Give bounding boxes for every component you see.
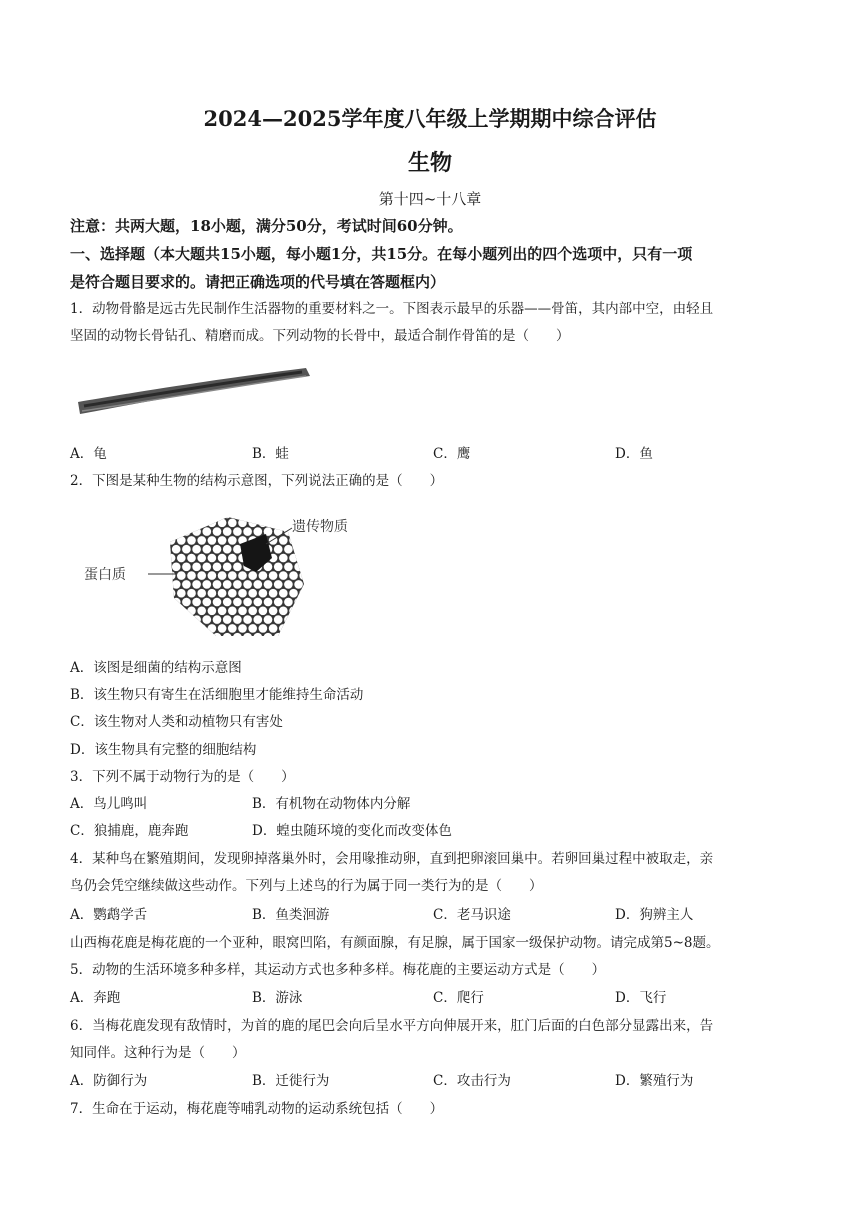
capsomere <box>187 553 196 562</box>
capsomere <box>187 536 196 545</box>
capsomere <box>258 589 267 598</box>
capsomere <box>218 553 227 562</box>
capsomere <box>218 606 227 615</box>
capsomere <box>161 527 170 536</box>
q4-option-a: A．鹦鹉学舌 <box>70 907 148 923</box>
capsomere <box>182 615 191 624</box>
section-heading-line2: 是符合题目要求的。请把正确选项的代号填在答题框内） <box>70 273 446 291</box>
capsomere <box>161 562 170 571</box>
q7-stem: 7．生命在于运动，梅花鹿等哺乳动物的运动系统包括（ ） <box>70 1101 444 1117</box>
capsomere <box>182 509 191 518</box>
capsomere <box>177 624 186 633</box>
capsomere <box>182 562 191 571</box>
capsomere <box>253 580 262 589</box>
q1-stem-line2: 坚固的动物长骨钻孔、精磨而成。下列动物的长骨中，最适合制作骨笛的是（ ） <box>70 328 570 344</box>
capsomere <box>223 527 232 536</box>
capsomere <box>284 633 293 642</box>
capsomere <box>258 518 267 527</box>
capsomere <box>197 589 206 598</box>
capsomere <box>243 597 252 606</box>
capsomere <box>294 633 303 642</box>
q5-option-a: A．奔跑 <box>70 990 121 1006</box>
capsomere <box>212 633 221 642</box>
capsomere <box>223 509 232 518</box>
capsomere <box>304 562 313 571</box>
capsomere <box>304 597 313 606</box>
capsomere <box>161 597 170 606</box>
capsomere <box>238 518 247 527</box>
capsomere <box>228 624 237 633</box>
q4-stem-line1: 4．某种鸟在繁殖期间，发现卵掉落巢外时，会用喙推动卵，直到把卵滚回巢中。若卵回巢过程中被取走，亲 <box>70 851 714 867</box>
capsomere <box>167 518 176 527</box>
capsomere <box>274 509 283 518</box>
capsomere <box>167 589 176 598</box>
capsomere <box>299 606 308 615</box>
capsomere <box>248 571 257 580</box>
capsomere <box>212 597 221 606</box>
capsomere <box>279 624 288 633</box>
capsomere <box>233 633 242 642</box>
capsomere <box>207 624 216 633</box>
capsomere <box>197 518 206 527</box>
capsomere <box>304 545 313 554</box>
q5-option-b: B．游泳 <box>252 990 303 1006</box>
capsomere <box>309 624 318 633</box>
capsomere <box>284 615 293 624</box>
capsomere <box>182 580 191 589</box>
capsomere <box>207 518 216 527</box>
exam-notice: 注意：共两大题，18小题，满分50分，考试时间60分钟。 <box>70 217 463 235</box>
capsomere <box>279 518 288 527</box>
capsomere <box>294 580 303 589</box>
capsomere <box>258 624 267 633</box>
capsomere <box>223 633 232 642</box>
capsomere <box>223 562 232 571</box>
q1-option-c: C．鹰 <box>433 446 471 462</box>
capsomere <box>289 536 298 545</box>
capsomere <box>172 580 181 589</box>
capsomere <box>202 509 211 518</box>
capsomere <box>187 624 196 633</box>
capsomere <box>192 527 201 536</box>
capsomere <box>172 527 181 536</box>
capsomere <box>258 571 267 580</box>
capsomere <box>192 562 201 571</box>
capsomere <box>207 571 216 580</box>
capsomere <box>253 633 262 642</box>
capsomere <box>207 536 216 545</box>
capsomere <box>177 571 186 580</box>
capsomere <box>177 553 186 562</box>
capsomere <box>172 633 181 642</box>
capsomere <box>223 580 232 589</box>
capsomere <box>233 562 242 571</box>
q3-stem: 3．下列不属于动物行为的是（ ） <box>70 769 295 785</box>
capsomere <box>207 606 216 615</box>
capsomere <box>192 615 201 624</box>
q4-stem-line2: 鸟仍会凭空继续做这些动作。下列与上述鸟的行为属于同一类行为的是（ ） <box>70 878 543 894</box>
bone-flute-image <box>74 362 314 424</box>
capsomere <box>177 536 186 545</box>
capsomere <box>289 589 298 598</box>
capsomere <box>202 633 211 642</box>
capsomere <box>238 571 247 580</box>
q3-option-d: D．蝗虫随环境的变化而改变体色 <box>252 823 452 839</box>
capsomere <box>167 624 176 633</box>
capsomere <box>243 527 252 536</box>
capsomere <box>309 553 318 562</box>
capsomere <box>233 615 242 624</box>
capsomere <box>197 571 206 580</box>
capsomere <box>233 527 242 536</box>
capsomere <box>238 589 247 598</box>
capsomere <box>294 562 303 571</box>
capsomere <box>228 589 237 598</box>
q5-stem: 5．动物的生活环境多种多样，其运动方式也多种多样。梅花鹿的主要运动方式是（ ） <box>70 962 606 978</box>
capsomere <box>212 509 221 518</box>
section-heading-line1: 一、选择题（本大题共15小题，每小题1分，共15分。在每小题列出的四个选项中，只有一项 <box>70 245 693 263</box>
capsomere <box>212 527 221 536</box>
capsomere <box>182 633 191 642</box>
capsomere <box>274 562 283 571</box>
q5-option-d: D．飞行 <box>615 990 667 1006</box>
capsomere <box>263 597 272 606</box>
capsomere <box>177 518 186 527</box>
capsomere <box>182 545 191 554</box>
capsomere <box>299 536 308 545</box>
capsomere <box>294 545 303 554</box>
capsomere <box>161 545 170 554</box>
capsomere <box>269 624 278 633</box>
capsomere <box>284 545 293 554</box>
capsomere <box>161 615 170 624</box>
capsomere <box>243 633 252 642</box>
capsomere <box>223 597 232 606</box>
capsomere <box>192 597 201 606</box>
capsomere <box>167 553 176 562</box>
q6-option-d: D．繁殖行为 <box>615 1073 694 1089</box>
capsomere <box>274 633 283 642</box>
capsomere <box>228 606 237 615</box>
q6-stem-line2: 知同伴。这种行为是（ ） <box>70 1045 246 1061</box>
capsomere <box>223 615 232 624</box>
q2-option-c: C．该生物对人类和动植物只有害处 <box>70 714 283 730</box>
capsomere <box>167 536 176 545</box>
capsomere <box>228 536 237 545</box>
virus-structure-figure <box>70 500 370 650</box>
label-genetic-material: 遗传物质 <box>292 519 348 535</box>
capsomere <box>289 571 298 580</box>
capsomere <box>197 606 206 615</box>
capsomere <box>202 545 211 554</box>
capsomere <box>263 633 272 642</box>
q4-option-c: C．老马识途 <box>433 907 511 923</box>
capsomere <box>309 606 318 615</box>
capsomere <box>202 527 211 536</box>
capsomere <box>279 536 288 545</box>
q1-option-b: B．蛙 <box>252 446 289 462</box>
capsomere <box>284 580 293 589</box>
capsomere <box>228 553 237 562</box>
capsomere <box>263 580 272 589</box>
q6-option-b: B．迁徙行为 <box>252 1073 330 1089</box>
capsomere <box>274 597 283 606</box>
capsomere <box>228 571 237 580</box>
capsomere <box>182 527 191 536</box>
capsomere <box>238 624 247 633</box>
capsomere <box>299 589 308 598</box>
capsomere <box>238 606 247 615</box>
capsomere <box>218 536 227 545</box>
capsomere <box>228 518 237 527</box>
q3-option-a: A．鸟儿鸣叫 <box>70 796 148 812</box>
capsomere <box>269 571 278 580</box>
capsomere <box>309 536 318 545</box>
capsomere <box>284 597 293 606</box>
capsomere <box>182 597 191 606</box>
capsomere <box>161 580 170 589</box>
capsomere <box>202 562 211 571</box>
capsomere <box>197 553 206 562</box>
capsomere <box>309 589 318 598</box>
capsomere <box>172 597 181 606</box>
capsomere <box>192 580 201 589</box>
capsomere <box>274 545 283 554</box>
capsomere <box>202 580 211 589</box>
capsomere <box>304 633 313 642</box>
capsomere <box>274 580 283 589</box>
capsomere <box>202 615 211 624</box>
capsomere <box>212 580 221 589</box>
capsomere <box>299 571 308 580</box>
capsomere <box>197 536 206 545</box>
capsomere <box>284 562 293 571</box>
capsomere <box>172 545 181 554</box>
capsomere <box>212 562 221 571</box>
capsomere <box>304 615 313 624</box>
capsomere <box>263 509 272 518</box>
capsomere <box>233 597 242 606</box>
capsomere <box>161 509 170 518</box>
capsomere <box>248 606 257 615</box>
capsomere <box>248 624 257 633</box>
q6-stem-line1: 6．当梅花鹿发现有敌情时，为首的鹿的尾巴会向后呈水平方向伸展开来，肛门后面的白色部分显露出来，告 <box>70 1018 714 1034</box>
capsomere <box>172 615 181 624</box>
capsomere <box>279 553 288 562</box>
capsomere <box>223 545 232 554</box>
capsomere <box>248 589 257 598</box>
q1-option-d: D．鱼 <box>615 446 653 462</box>
capsomere <box>269 518 278 527</box>
capsomere <box>192 545 201 554</box>
q3-option-b: B．有机物在动物体内分解 <box>252 796 411 812</box>
capsomere <box>289 553 298 562</box>
capsomere <box>243 580 252 589</box>
capsomere <box>253 509 262 518</box>
capsomere <box>212 615 221 624</box>
capsomere <box>167 606 176 615</box>
capsomere <box>269 589 278 598</box>
capsomere <box>294 615 303 624</box>
q3-option-c: C．狼捕鹿，鹿奔跑 <box>70 823 189 839</box>
q1-stem-line1: 1．动物骨骼是远古先民制作生活器物的重要材料之一。下图表示最早的乐器——骨笛，其内部中空，由轻且 <box>70 301 714 317</box>
q4-option-d: D．狗辨主人 <box>615 907 694 923</box>
capsomere <box>248 518 257 527</box>
capsomere <box>218 589 227 598</box>
q1-option-a: A．龟 <box>70 446 107 462</box>
capsomere <box>289 606 298 615</box>
capsomere <box>243 509 252 518</box>
capsomere <box>279 589 288 598</box>
capsomere <box>218 518 227 527</box>
capsomere <box>253 597 262 606</box>
capsomere <box>299 624 308 633</box>
subject-title: 生物 <box>407 150 452 176</box>
exam-title: 2024—2025学年度八年级上学期期中综合评估 <box>203 106 657 131</box>
capsomere <box>172 509 181 518</box>
label-protein: 蛋白质 <box>84 567 126 583</box>
capsomere <box>218 571 227 580</box>
capsomere <box>304 580 313 589</box>
q2-stem: 2．下图是某种生物的结构示意图，下列说法正确的是（ ） <box>70 473 444 489</box>
capsomere <box>309 571 318 580</box>
capsomere <box>233 580 242 589</box>
capsomere <box>269 606 278 615</box>
capsomere <box>274 615 283 624</box>
q4-option-b: B．鱼类洄游 <box>252 907 330 923</box>
capsomere <box>289 624 298 633</box>
capsomere <box>253 615 262 624</box>
capsomere <box>192 509 201 518</box>
q2-option-d: D．该生物具有完整的细胞结构 <box>70 742 257 758</box>
q2-option-b: B．该生物只有寄生在活细胞里才能维持生命活动 <box>70 687 364 703</box>
q2-option-a: A．该图是细菌的结构示意图 <box>70 660 242 676</box>
capsomere <box>177 589 186 598</box>
capsomere <box>233 509 242 518</box>
capsomere <box>187 606 196 615</box>
capsomere <box>279 606 288 615</box>
capsomere <box>258 606 267 615</box>
capsomere <box>192 633 201 642</box>
capsomere <box>263 615 272 624</box>
capsomere <box>187 571 196 580</box>
capsomere <box>279 571 288 580</box>
capsomere <box>161 633 170 642</box>
q6-option-a: A．防御行为 <box>70 1073 148 1089</box>
q5-option-c: C．爬行 <box>433 990 484 1006</box>
q6-option-c: C．攻击行为 <box>433 1073 511 1089</box>
capsomere <box>243 615 252 624</box>
q5-8-intro: 山西梅花鹿是梅花鹿的一个亚种，眼窝凹陷，有颜面腺，有足腺，属于国家一级保护动物。请完成第5~8题。 <box>70 935 720 951</box>
capsomere <box>172 562 181 571</box>
capsomere <box>177 606 186 615</box>
capsomere <box>218 624 227 633</box>
capsomere <box>207 553 216 562</box>
chapter-range: 第十四~十八章 <box>378 190 482 208</box>
capsomere <box>167 571 176 580</box>
capsomere <box>253 527 262 536</box>
capsomere <box>294 597 303 606</box>
capsomere <box>197 624 206 633</box>
capsomere <box>299 553 308 562</box>
capsomere <box>187 518 196 527</box>
capsomere <box>202 597 211 606</box>
capsomere <box>207 589 216 598</box>
capsomere <box>212 545 221 554</box>
capsomere <box>187 589 196 598</box>
